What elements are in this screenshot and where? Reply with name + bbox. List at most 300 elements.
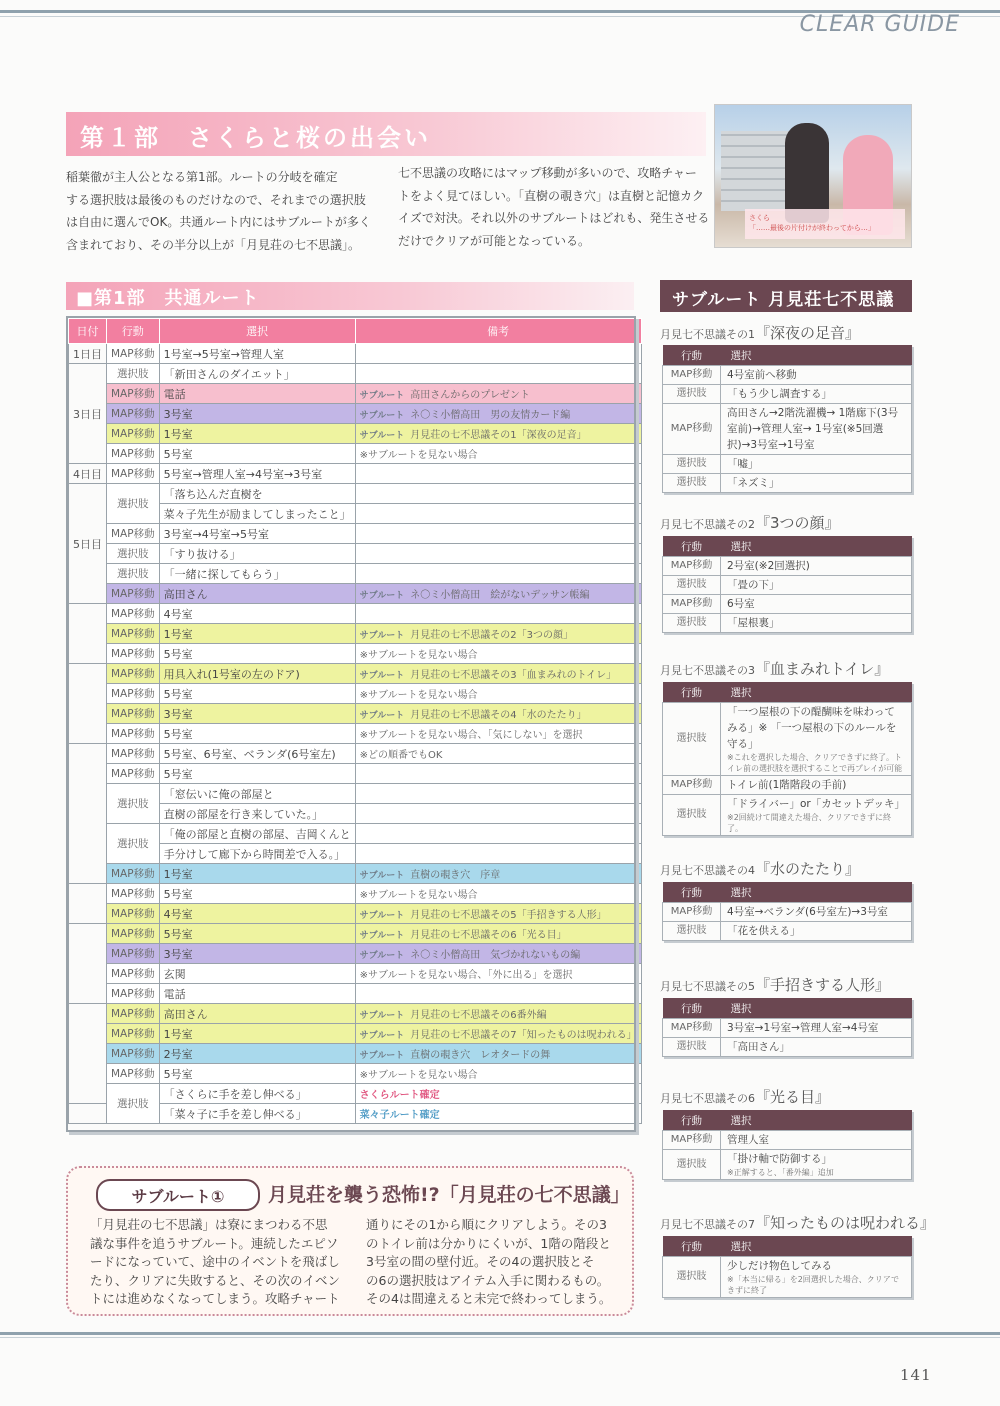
intro-line: だけでクリアが可能となっている。 xyxy=(398,233,591,248)
note-text: 月見荘の七不思議その7「知ったものは呪われる」 xyxy=(410,1030,637,1041)
row-action: MAP移動 xyxy=(107,984,160,1004)
table-row xyxy=(69,564,642,584)
row-choice: 1号室 xyxy=(159,864,355,884)
row-action: MAP移動 xyxy=(107,344,160,364)
row-note xyxy=(355,884,641,904)
table-row xyxy=(69,484,642,504)
side-row-choice xyxy=(721,557,912,576)
side-header-row xyxy=(663,882,912,903)
intro-line: トをよく見てほしい。「直樹の覗き穴」は直樹と記憶カク xyxy=(398,188,705,203)
side-row-choice xyxy=(721,703,912,776)
side-row-choice xyxy=(721,595,912,614)
side-item-table xyxy=(662,682,912,836)
side-choice-note: ※「本当に帰る」を2回選択した場合、クリアできずに終了 xyxy=(727,1275,900,1295)
subroute-tag: サブルート xyxy=(359,871,405,881)
row-note xyxy=(355,924,641,944)
note-text: 月見荘の七不思議その6番外編 xyxy=(410,1010,547,1021)
page-number: 141 xyxy=(900,1366,932,1384)
row-choice: 直樹の部屋を行き来していた。」 xyxy=(159,804,355,824)
subroute-tag: サブルート xyxy=(359,911,405,921)
side-row-action: MAP移動 xyxy=(663,404,721,455)
side-item-name: 『知ったものは呪われる』 xyxy=(755,1214,936,1232)
side-row-choice xyxy=(721,1038,912,1057)
note-text: 月見荘の七不思議その2「3つの顔」 xyxy=(410,630,573,641)
row-date xyxy=(69,604,107,664)
side-item-number: 月見七不思議その1 xyxy=(660,328,755,341)
row-action: MAP移動 xyxy=(107,744,160,764)
side-row xyxy=(663,474,912,493)
common-route-table xyxy=(68,318,642,1124)
row-note xyxy=(355,464,641,484)
side-item-heading xyxy=(660,322,860,343)
row-action: MAP移動 xyxy=(107,604,160,624)
side-item-number: 月見七不思議その6 xyxy=(660,1092,755,1105)
box-line: 通りにその1から順にクリアしよう。その3 xyxy=(366,1217,607,1232)
side-header-row xyxy=(663,345,912,366)
box-line: 3号室の間の壁付近。その4の選択肢とそ xyxy=(366,1254,595,1269)
col-header-choice: 選択 xyxy=(159,319,355,344)
table-row xyxy=(69,364,642,384)
row-choice: 5号室 xyxy=(159,684,355,704)
side-item-table xyxy=(662,536,912,633)
row-note xyxy=(355,764,641,784)
row-choice: 3号室 xyxy=(159,404,355,424)
bottom-rule xyxy=(0,1332,1000,1335)
side-item-name: 『手招きする人形』 xyxy=(755,976,891,994)
side-row xyxy=(663,1019,912,1038)
row-choice: 「菜々子に手を差し伸べる」 xyxy=(159,1104,355,1124)
table-row xyxy=(69,784,642,804)
row-action: 選択肢 xyxy=(107,1084,160,1124)
side-choice-text: 「ネズミ」 xyxy=(727,477,780,489)
side-row-action: 選択肢 xyxy=(663,474,721,493)
side-row xyxy=(663,903,912,922)
row-date: 1日目 xyxy=(69,344,107,364)
side-row xyxy=(663,1131,912,1150)
note-text: ※サブルートを見ない場合 xyxy=(359,450,478,461)
row-note xyxy=(355,684,641,704)
side-item-name: 『血まみれトイレ』 xyxy=(755,660,890,678)
side-row xyxy=(663,1150,912,1180)
row-choice: 「新田さんのダイエット」 xyxy=(159,364,355,384)
row-note xyxy=(355,904,641,924)
row-choice: 3号室 xyxy=(159,944,355,964)
side-row xyxy=(663,795,912,836)
box-line: の6の選択肢はアイテム入手に関わるもの。 xyxy=(366,1272,610,1288)
row-choice: 「さくらに手を差し伸べる」 xyxy=(159,1084,355,1104)
common-route-header xyxy=(66,282,634,310)
row-choice: 用具入れ(1号室の左のドア) xyxy=(159,664,355,684)
row-note xyxy=(355,444,641,464)
side-item-name: 『光る目』 xyxy=(755,1088,831,1106)
side-col-choice: 選択 xyxy=(721,345,912,366)
row-choice: 1号室 xyxy=(159,1024,355,1044)
side-row-action: 選択肢 xyxy=(663,1038,721,1057)
note-text: 直樹の覗き穴 序章 xyxy=(410,870,501,881)
side-row-choice xyxy=(721,1131,912,1150)
side-row-action: 選択肢 xyxy=(663,795,721,836)
row-choice: 「一緒に探してもらう」 xyxy=(159,564,355,584)
row-note xyxy=(355,864,641,884)
row-action: 選択肢 xyxy=(107,544,160,564)
row-note xyxy=(355,724,641,744)
table-row xyxy=(69,444,642,464)
side-col-action: 行動 xyxy=(663,345,721,366)
row-choice: 2号室 xyxy=(159,1044,355,1064)
row-action: MAP移動 xyxy=(107,884,160,904)
table-row xyxy=(69,644,642,664)
box-line: 議な事件を追うサブルート。連続したエピソ xyxy=(90,1235,339,1251)
row-action: MAP移動 xyxy=(107,404,160,424)
side-row xyxy=(663,455,912,474)
table-row xyxy=(69,1044,642,1064)
row-note xyxy=(355,404,641,424)
side-choice-text: 3号室→1号室→管理人室→4号室 xyxy=(727,1022,879,1034)
row-action: MAP移動 xyxy=(107,384,160,404)
side-item-number: 月見七不思議その3 xyxy=(660,664,755,677)
row-note xyxy=(355,964,641,984)
table-row xyxy=(69,1004,642,1024)
bottom-rule-thin xyxy=(0,1337,1000,1338)
side-row-action: 選択肢 xyxy=(663,455,721,474)
note-text: ※サブルートを見ない場合 xyxy=(359,1070,478,1081)
side-choice-text: 「もう少し調査する」 xyxy=(727,388,832,400)
side-row-action: MAP移動 xyxy=(663,903,721,922)
side-item-number: 月見七不思議その7 xyxy=(660,1218,755,1231)
note-text: 月見荘の七不思議その1「深夜の足音」 xyxy=(410,430,587,441)
note-text: ネ〇ミ小僧高田 気づかれないもの編 xyxy=(410,950,581,961)
row-choice: 5号室 xyxy=(159,764,355,784)
intro-line: 七不思議の攻略にはマップ移動が多いので、攻略チャー xyxy=(398,166,697,180)
side-col-action: 行動 xyxy=(663,682,721,703)
row-note xyxy=(355,1084,641,1104)
side-row-choice xyxy=(721,1019,912,1038)
side-row xyxy=(663,404,912,455)
side-row-choice xyxy=(721,474,912,493)
table-row xyxy=(69,864,642,884)
row-action: 選択肢 xyxy=(107,564,160,584)
side-choice-text: 4号室前へ移動 xyxy=(727,369,797,381)
side-col-choice: 選択 xyxy=(721,1110,912,1131)
row-date xyxy=(69,924,107,1004)
subroute-tag: サブルート xyxy=(359,711,405,721)
side-choice-text: 「花を供える」 xyxy=(727,925,801,937)
subroute-tag: サブルート xyxy=(359,1031,405,1041)
row-choice: 3号室→4号室→5号室 xyxy=(159,524,355,544)
note-text: ※サブルートを見ない場合 xyxy=(359,650,478,661)
table-row xyxy=(69,344,642,364)
screenshot-name-tag: さくら xyxy=(749,214,770,222)
note-text: ※サブルートを見ない場合、「気にしない」を選択 xyxy=(359,730,583,741)
row-action: 選択肢 xyxy=(107,364,160,384)
side-choice-text: 2号室(※2回選択) xyxy=(727,560,810,572)
row-action: MAP移動 xyxy=(107,944,160,964)
row-date xyxy=(69,664,107,744)
note-text: ネ〇ミ小僧高田 絵がないデッサン帳編 xyxy=(410,590,590,601)
col-header-action: 行動 xyxy=(107,319,160,344)
table-row xyxy=(69,744,642,764)
row-date xyxy=(69,884,107,924)
side-row-choice xyxy=(721,903,912,922)
section-title: 第１部 さくらと桜の出会い xyxy=(80,124,431,152)
side-col-choice: 選択 xyxy=(721,998,912,1019)
game-screenshot xyxy=(714,104,912,248)
row-choice: 5号室 xyxy=(159,924,355,944)
side-row-choice xyxy=(721,795,912,836)
row-action: MAP移動 xyxy=(107,584,160,604)
row-action: 選択肢 xyxy=(107,784,160,824)
row-choice: 「落ち込んだ直樹を xyxy=(159,484,355,504)
row-note xyxy=(355,744,641,764)
side-col-choice: 選択 xyxy=(721,682,912,703)
box-line: トには進めなくなってしまう。攻略チャート xyxy=(90,1291,340,1306)
row-action: 選択肢 xyxy=(107,484,160,524)
table-row xyxy=(69,704,642,724)
note-text: 直樹の覗き穴 レオタードの舞 xyxy=(410,1050,551,1061)
row-choice: 4号室 xyxy=(159,604,355,624)
table-row xyxy=(69,824,642,844)
subroute-pill xyxy=(96,1179,260,1211)
row-choice: 1号室 xyxy=(159,624,355,644)
side-item-name: 『水のたたり』 xyxy=(755,860,861,878)
row-date: 3日目 xyxy=(69,364,107,464)
side-item-table xyxy=(662,1236,912,1298)
row-action: MAP移動 xyxy=(107,724,160,744)
side-row-action: MAP移動 xyxy=(663,595,721,614)
side-row-choice xyxy=(721,1150,912,1180)
box-col-2 xyxy=(366,1216,626,1309)
side-choice-text: 「ドライバー」or「カセットデッキ」 xyxy=(727,798,906,810)
row-choice: 5号室 xyxy=(159,644,355,664)
row-action: MAP移動 xyxy=(107,764,160,784)
row-choice: 4号室 xyxy=(159,904,355,924)
note-text: ネ〇ミ小僧高田 男の友情カード編 xyxy=(410,410,571,421)
table-row xyxy=(69,604,642,624)
row-action: MAP移動 xyxy=(107,1024,160,1044)
note-text: 月見荘の七不思議その6「光る目」 xyxy=(410,930,567,941)
pill-label: サブルート① xyxy=(131,1187,225,1206)
table-row xyxy=(69,944,642,964)
row-choice: 3号室 xyxy=(159,704,355,724)
side-row-action: 選択肢 xyxy=(663,576,721,595)
table-row xyxy=(69,904,642,924)
side-choice-text: 高田さん→2階洗濯機→ 1階廊下(3号室前)→管理人室→ 1号室(※5回選択)→3号室→1号室 xyxy=(727,407,899,451)
subroute-tag: サブルート xyxy=(359,431,405,441)
row-choice: 玄関 xyxy=(159,964,355,984)
table-row xyxy=(69,724,642,744)
row-note xyxy=(355,804,641,824)
row-action: MAP移動 xyxy=(107,624,160,644)
side-row xyxy=(663,922,912,941)
table-row xyxy=(69,1064,642,1084)
common-route-title: ■第1部 共通ルート xyxy=(76,288,260,309)
side-row xyxy=(663,576,912,595)
subroute-tag: サブルート xyxy=(359,1011,405,1021)
side-row-choice xyxy=(721,404,912,455)
side-choice-note: ※正解すると、「番外編」追加 xyxy=(727,1168,834,1177)
side-col-choice: 選択 xyxy=(721,882,912,903)
side-item-name: 『3つの顔』 xyxy=(755,514,840,532)
side-header-row xyxy=(663,536,912,557)
row-date xyxy=(69,744,107,884)
character-dark-hair xyxy=(785,123,829,223)
row-choice: 5号室→管理人室→4号室→3号室 xyxy=(159,464,355,484)
row-choice: 高田さん xyxy=(159,1004,355,1024)
side-item-heading xyxy=(660,512,840,533)
side-col-action: 行動 xyxy=(663,1110,721,1131)
note-text: 高田さんからのプレゼント xyxy=(410,390,530,401)
row-action: MAP移動 xyxy=(107,964,160,984)
side-row-action: 選択肢 xyxy=(663,922,721,941)
row-choice: 5号室 xyxy=(159,444,355,464)
row-action: MAP移動 xyxy=(107,644,160,664)
row-choice: 5号室、6号室、ベランダ(6号室左) xyxy=(159,744,355,764)
subroute-tag: サブルート xyxy=(359,391,405,401)
intro-line: 含まれており、その半分以上が「月見荘の七不思議」。 xyxy=(66,237,361,252)
row-choice: 5号室 xyxy=(159,1064,355,1084)
side-row-action: MAP移動 xyxy=(663,1131,721,1150)
row-note xyxy=(355,784,641,804)
row-choice: 電話 xyxy=(159,984,355,1004)
row-note xyxy=(355,504,641,524)
table-row xyxy=(69,624,642,644)
side-row-action: 選択肢 xyxy=(663,614,721,633)
side-item-name: 『深夜の足音』 xyxy=(755,324,861,342)
side-header-row xyxy=(663,998,912,1019)
row-note xyxy=(355,364,641,384)
row-action: MAP移動 xyxy=(107,444,160,464)
box-line: ードになっていて、途中のイベントを飛ばし xyxy=(90,1254,340,1269)
table-header-row xyxy=(69,319,642,344)
row-note xyxy=(355,644,641,664)
side-item-heading xyxy=(660,858,860,879)
intro-line: 稲葉徹が主人公となる第1部。ルートの分岐を確定 xyxy=(66,170,338,184)
side-col-choice: 選択 xyxy=(721,536,912,557)
side-choice-text: 「畳の下」 xyxy=(727,579,780,591)
note-text: ※サブルートを見ない場合 xyxy=(359,690,478,701)
side-choice-text: 少しだけ物色してみる xyxy=(727,1260,832,1272)
row-note xyxy=(355,1024,641,1044)
row-note xyxy=(355,944,641,964)
side-choice-note: ※これを選択した場合、クリアできずに終了。トイレ前の選択肢を選択することで再プレイが可能 xyxy=(727,753,903,773)
row-choice: 5号室 xyxy=(159,724,355,744)
side-row-choice xyxy=(721,366,912,385)
side-item-table xyxy=(662,345,912,493)
row-date xyxy=(69,1104,107,1124)
side-header-row xyxy=(663,1110,912,1131)
table-row xyxy=(69,664,642,684)
note-text: 月見荘の七不思議その5「手招きする人形」 xyxy=(410,910,607,921)
row-note xyxy=(355,564,641,584)
side-title-text: サブルート 月見荘七不思議 xyxy=(672,290,895,310)
row-action: MAP移動 xyxy=(107,1044,160,1064)
guide-label: CLEAR GUIDE xyxy=(799,12,960,37)
side-row-choice xyxy=(721,922,912,941)
side-item-table xyxy=(662,882,912,941)
note-text: ※サブルートを見ない場合、「外に出る」を選択 xyxy=(359,970,573,981)
row-action: MAP移動 xyxy=(107,684,160,704)
row-choice: 菜々子先生が励ましてしまったこと」 xyxy=(159,504,355,524)
side-row-choice xyxy=(721,776,912,795)
side-row-action: 選択肢 xyxy=(663,385,721,404)
table-row xyxy=(69,884,642,904)
screenshot-message-box xyxy=(745,209,905,239)
note-text: ※どの順番でもOK xyxy=(359,750,443,761)
row-note xyxy=(355,344,641,364)
table-row xyxy=(69,964,642,984)
side-row-action: 選択肢 xyxy=(663,703,721,776)
intro-line: する選択肢は最後のものだけなので、それまでの選択肢 xyxy=(66,192,366,207)
table-row xyxy=(69,524,642,544)
side-item-heading xyxy=(660,658,889,679)
side-col-action: 行動 xyxy=(663,536,721,557)
row-note xyxy=(355,384,641,404)
side-header-row xyxy=(663,1236,912,1257)
table-row xyxy=(69,584,642,604)
side-col-choice: 選択 xyxy=(721,1236,912,1257)
side-row xyxy=(663,776,912,795)
table-row xyxy=(69,384,642,404)
intro-line: は自由に選んでOK。共通ルート内にはサブルートが多く xyxy=(66,215,371,229)
side-row-action: MAP移動 xyxy=(663,366,721,385)
side-choice-text: 「嘘」 xyxy=(727,458,759,470)
side-row-action: 選択肢 xyxy=(663,1257,721,1298)
table-row xyxy=(69,764,642,784)
row-action: MAP移動 xyxy=(107,424,160,444)
subroute-tag: サブルート xyxy=(359,951,405,961)
side-choice-text: 管理人室 xyxy=(727,1134,769,1146)
row-note xyxy=(355,984,641,1004)
route-rows xyxy=(69,344,642,1124)
row-choice: 1号室→5号室→管理人室 xyxy=(159,344,355,364)
row-choice: 5号室 xyxy=(159,884,355,904)
side-row xyxy=(663,557,912,576)
row-note xyxy=(355,704,641,724)
row-choice: 電話 xyxy=(159,384,355,404)
row-note xyxy=(355,844,641,864)
side-choice-text: 「屋根裏」 xyxy=(727,617,780,629)
row-note xyxy=(355,664,641,684)
subroute-tag: サブルート xyxy=(359,671,405,681)
row-choice: 「窓伝いに俺の部屋と xyxy=(159,784,355,804)
row-note xyxy=(355,1044,641,1064)
row-action: 選択肢 xyxy=(107,824,160,864)
side-choice-text: トイレ前(1階階段の手前) xyxy=(727,779,847,791)
row-choice: 「すり抜ける」 xyxy=(159,544,355,564)
row-action: MAP移動 xyxy=(107,1004,160,1024)
row-choice: 手分けして廊下から時間差で入る。」 xyxy=(159,844,355,864)
side-choice-text: 「高田さん」 xyxy=(727,1041,790,1053)
table-row xyxy=(69,1084,642,1104)
table-row xyxy=(69,684,642,704)
side-choice-note: ※2回続けて間違えた場合、クリアできずに終了。 xyxy=(727,813,892,833)
subroute-tag: サブルート xyxy=(359,631,405,641)
side-row xyxy=(663,595,912,614)
row-choice: 1号室 xyxy=(159,424,355,444)
intro-col-1 xyxy=(66,166,378,256)
row-date xyxy=(69,1004,107,1104)
row-note xyxy=(355,424,641,444)
side-row xyxy=(663,614,912,633)
box-line: 「月見荘の七不思議」は寮にまつわる不思 xyxy=(90,1217,328,1232)
row-note xyxy=(355,624,641,644)
box-col-1 xyxy=(90,1216,350,1309)
side-col-action: 行動 xyxy=(663,1236,721,1257)
side-row xyxy=(663,366,912,385)
side-item-heading xyxy=(660,1212,935,1233)
row-date: 5日目 xyxy=(69,484,107,604)
section-header xyxy=(66,112,706,156)
